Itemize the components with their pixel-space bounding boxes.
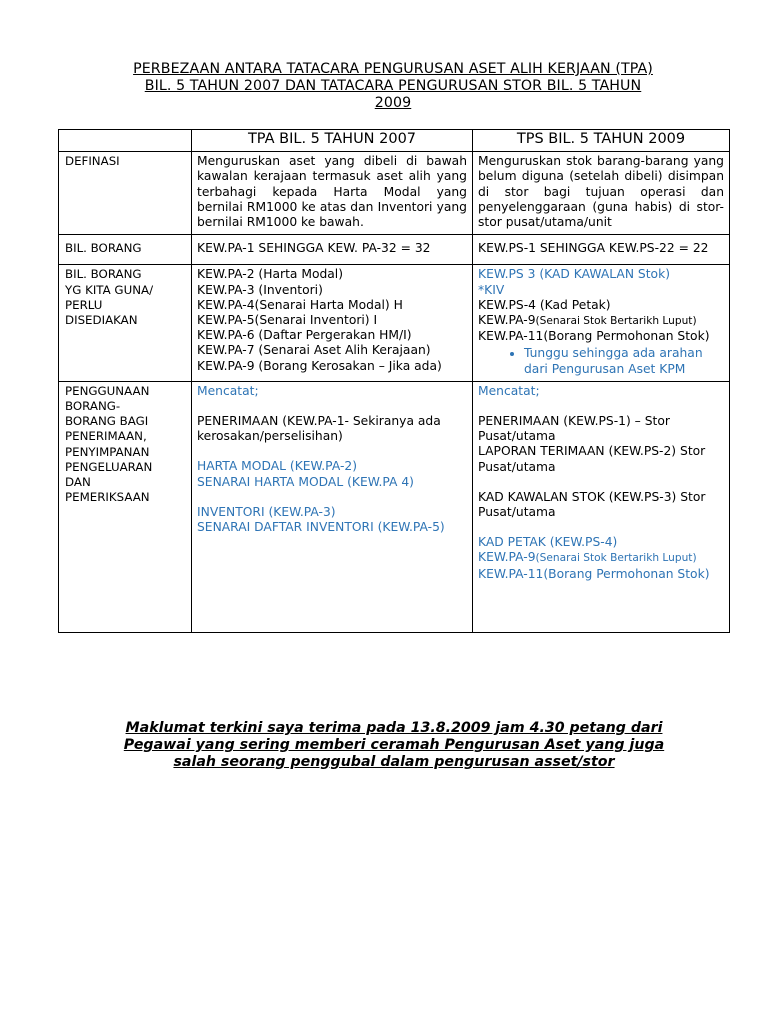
list-item: PENERIMAAN (KEW.PA-1- Sekiranya ada kerosakan/perselisihan) [197, 414, 441, 444]
tpa-definasi: Menguruskan aset yang dibeli di bawah kawalan kerajaan termasuk aset alih yang terbahagi kepada Harta Modal yang bernilai RM1000 ke atas dan Inventori yang bernilai RM1000 ke bawah. [192, 152, 473, 235]
spacer [478, 520, 724, 535]
list-item: KEW.PA-11(Borang Permohonan Stok) [478, 566, 710, 581]
form-desc: (Senarai Stok Bertarikh Luput) [535, 315, 697, 328]
list-item: *KIV [478, 282, 505, 297]
row-definasi [59, 152, 730, 235]
label-definasi: DEFINASI [59, 152, 192, 235]
bullet-list [478, 346, 724, 376]
form-code: KEW.PA-9 [478, 550, 536, 565]
label-line: PENERIMAAN, [65, 429, 147, 444]
label-borang-guna [59, 265, 192, 381]
list-item: LAPORAN TERIMAAN (KEW.PS-2) Stor Pusat/utama [478, 444, 706, 474]
footer-line-2: Pegawai yang sering memberi ceramah Pengurusan Aset yang juga [123, 737, 665, 753]
label-line: DAN [65, 475, 91, 490]
tps-bil-borang: KEW.PS-1 SEHINGGA KEW.PS-22 = 22 [473, 235, 730, 265]
list-item: HARTA MODAL (KEW.PA-2) [197, 459, 358, 474]
list-item: KEW.PA-7 (Senarai Aset Alih Kerajaan) [197, 343, 431, 358]
mencatat-label: Mencatat; [197, 383, 259, 398]
label-penggunaan [59, 381, 192, 633]
list-item: KEW.PA-2 (Harta Modal) [197, 267, 344, 282]
list-item: SENARAI DAFTAR INVENTORI (KEW.PA-5) [197, 520, 445, 535]
comparison-table [58, 129, 730, 633]
bullet-item: • Tunggu sehingga ada arahan dari Pengurusan Aset KPM [524, 346, 724, 376]
form-desc: (Senarai Stok Bertarikh Luput) [535, 552, 697, 565]
list-item: KEW.PA-6 (Daftar Pergerakan HM/I) [197, 328, 412, 343]
label-line: BORANG- [65, 399, 121, 414]
label-line: PENYIMPANAN [65, 444, 150, 459]
header-empty-cell [59, 130, 192, 152]
row-bil-borang [59, 235, 730, 265]
spacer [197, 444, 467, 459]
list-item: KAD PETAK (KEW.PS-4) [478, 535, 618, 550]
label-line: DISEDIAKAN [65, 313, 138, 328]
list-item: SENARAI HARTA MODAL (KEW.PA 4) [197, 474, 414, 489]
title-line-1: PERBEZAAN ANTARA TATACARA PENGURUSAN ASET ALIH KERJAAN (TPA) [133, 61, 653, 77]
header-tps: TPS BIL. 5 TAHUN 2009 [473, 130, 730, 152]
list-item: INVENTORI (KEW.PA-3) [197, 504, 336, 519]
list-item: KEW.PA-3 (Inventori) [197, 282, 323, 297]
document-title [58, 61, 728, 112]
label-line: PERLU [65, 297, 103, 312]
list-item: KEW.PS 3 (KAD KAWALAN Stok) [478, 267, 670, 282]
label-line: PENGELUARAN [65, 459, 153, 474]
footer-line-3: salah seorang penggubal dalam pengurusan asset/stor [173, 754, 615, 770]
list-item: KEW.PA-9 (Borang Kerosakan – Jika ada) [197, 358, 442, 373]
tpa-penggunaan [192, 381, 473, 633]
label-bil-borang: BIL. BORANG [59, 235, 192, 265]
footer-line-1: Maklumat terkini saya terima pada 13.8.2009 jam 4.30 petang dari [125, 720, 663, 736]
label-line: PEMERIKSAAN [65, 490, 150, 505]
tps-definasi: Menguruskan stok barang-barang yang belum diguna (setelah dibeli) disimpan di stor bagi tujuan operasi dan penyelenggaraan (guna habis) di stor-stor pusat/utama/unit [473, 152, 730, 235]
label-line: PENGGUNAAN [65, 383, 150, 398]
title-line-3: 2009 [374, 95, 412, 111]
list-item [478, 550, 724, 566]
mencatat-label: Mencatat; [478, 383, 540, 398]
header-tpa: TPA BIL. 5 TAHUN 2007 [192, 130, 473, 152]
spacer [197, 399, 467, 414]
list-item: PENERIMAAN (KEW.PS-1) – Stor Pusat/utama [478, 414, 670, 444]
tpa-bil-borang: KEW.PA-1 SEHINGGA KEW. PA-32 = 32 [192, 235, 473, 265]
tpa-borang-list [192, 265, 473, 381]
spacer [197, 490, 467, 505]
spacer [478, 475, 724, 490]
tps-penggunaan [473, 381, 730, 633]
list-item [478, 313, 724, 329]
footer-note [60, 720, 728, 771]
title-line-2: BIL. 5 TAHUN 2007 DAN TATACARA PENGURUSAN STOR BIL. 5 TAHUN [144, 78, 642, 94]
header-row [59, 130, 730, 152]
spacer [478, 399, 724, 414]
list-item: KEW.PA-11(Borang Permohonan Stok) [478, 329, 710, 344]
form-code: KEW.PA-9 [478, 313, 536, 328]
list-item: KEW.PS-4 (Kad Petak) [478, 297, 611, 312]
label-line: YG KITA GUNA/ [65, 282, 154, 297]
label-line: BORANG BAGI [65, 414, 149, 429]
row-penggunaan [59, 381, 730, 633]
list-item: KEW.PA-4(Senarai Harta Modal) H [197, 297, 403, 312]
tps-borang-list [473, 265, 730, 381]
label-line: BIL. BORANG [65, 267, 142, 282]
list-item: KAD KAWALAN STOK (KEW.PS-3) Stor Pusat/utama [478, 489, 706, 520]
list-item: KEW.PA-5(Senarai Inventori) I [197, 313, 378, 328]
row-borang-guna [59, 265, 730, 381]
